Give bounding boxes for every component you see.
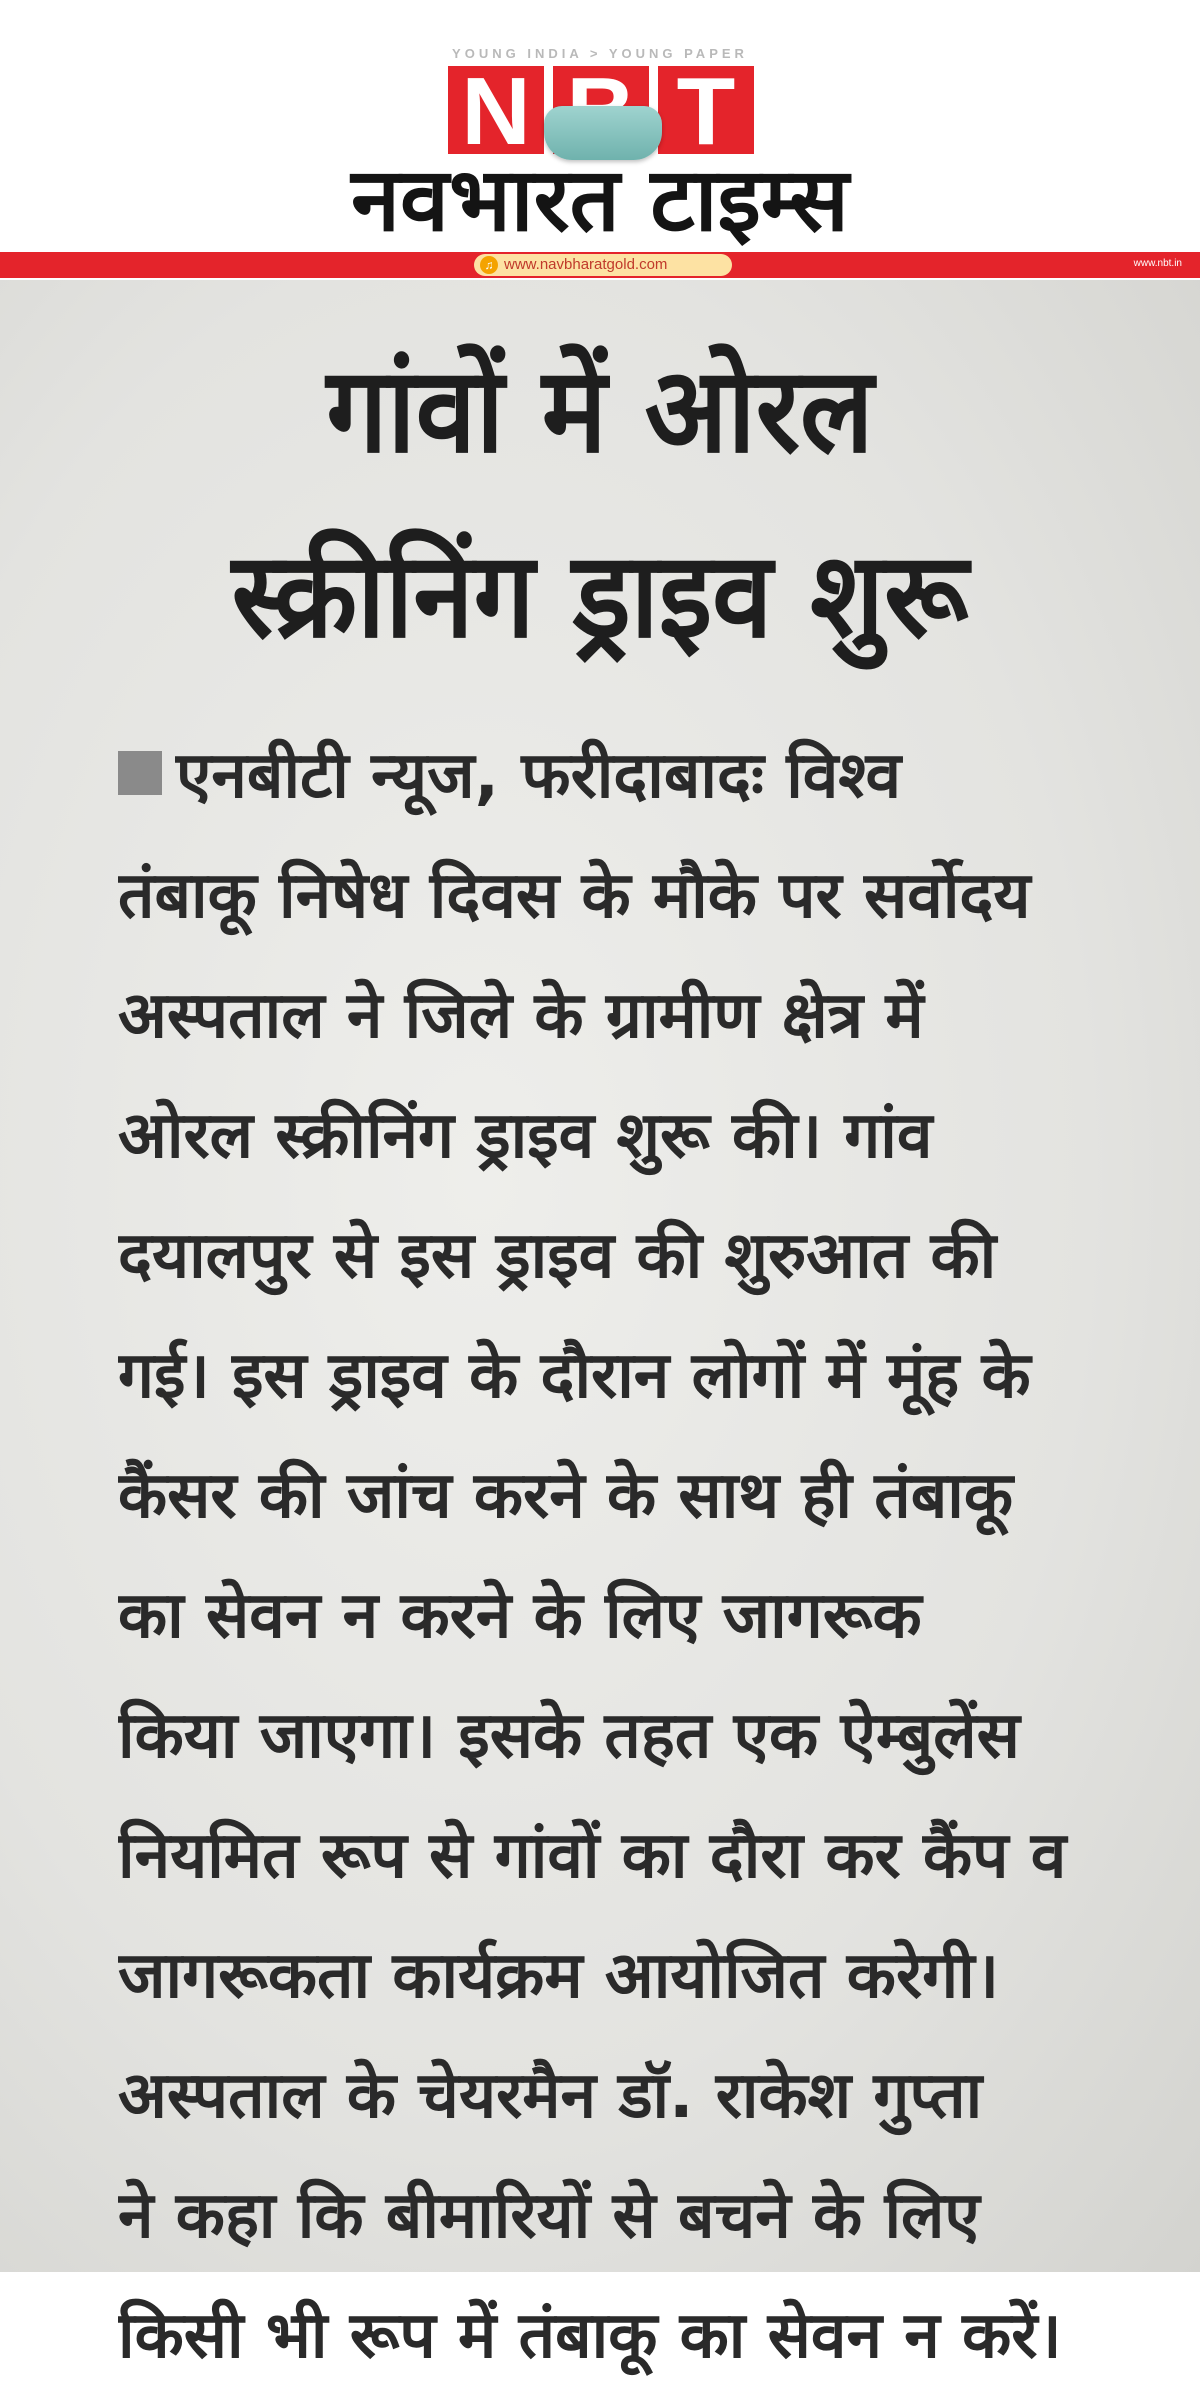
body-line: जागरूकता कार्यक्रम आयोजित करेगी। (118, 1939, 999, 2013)
bullet-square-icon (118, 751, 162, 795)
article (0, 280, 1200, 2373)
body-line: का सेवन न करने के लिए जागरूक (118, 1579, 922, 1653)
masthead-info-bar (0, 252, 1200, 278)
website-link[interactable] (474, 254, 732, 276)
body-line: ओरल स्क्रीनिंग ड्राइव शुरू की। गांव (118, 1099, 933, 1173)
logo-letter-n: N (448, 66, 544, 154)
body-line: अस्पताल ने जिले के ग्रामीण क्षेत्र में (118, 979, 924, 1053)
nbt-logo (448, 66, 754, 156)
body-line: तंबाकू निषेध दिवस के मौके पर सर्वोदय (118, 859, 1031, 933)
body-line: गई। इस ड्राइव के दौरान लोगों में मूंह के (118, 1339, 1031, 1413)
body-line: एनबीटी न्यूज, फरीदाबादः विश्व (118, 716, 1128, 836)
headline-line-1: गांवों में ओरल (326, 341, 874, 479)
logo-letter-t: T (658, 66, 754, 154)
site-url[interactable]: www.nbt.in (1133, 258, 1182, 269)
body-line: किया जाएगा। इसके तहत एक ऐम्बुलेंस (118, 1699, 1020, 1773)
body-line: ने कहा कि बीमारियों से बचने के लिए (118, 2179, 980, 2253)
masthead (0, 0, 1200, 280)
headphones-icon: ♫ (480, 256, 498, 274)
body-line: नियमित रूप से गांवों का दौरा कर कैंप व (118, 1819, 1067, 1893)
body-line: अस्पताल के चेयरमैन डॉ. राकेश गुप्ता (118, 2059, 983, 2133)
body-line: कैंसर की जांच करने के साथ ही तंबाकू (118, 1459, 1014, 1533)
tagline: YOUNG INDIA > YOUNG PAPER (452, 46, 748, 61)
headline-line-2: स्क्रीनिंग ड्राइव शुरू (231, 526, 969, 664)
website-text: www.navbharatgold.com (504, 256, 668, 273)
body-line: किसी भी रूप में तंबाकू का सेवन न करें। (118, 2299, 1062, 2373)
brand-name: नवभारत टाइम्स (351, 148, 849, 251)
body-line: दयालपुर से इस ड्राइव की शुरुआत की (118, 1219, 997, 1293)
